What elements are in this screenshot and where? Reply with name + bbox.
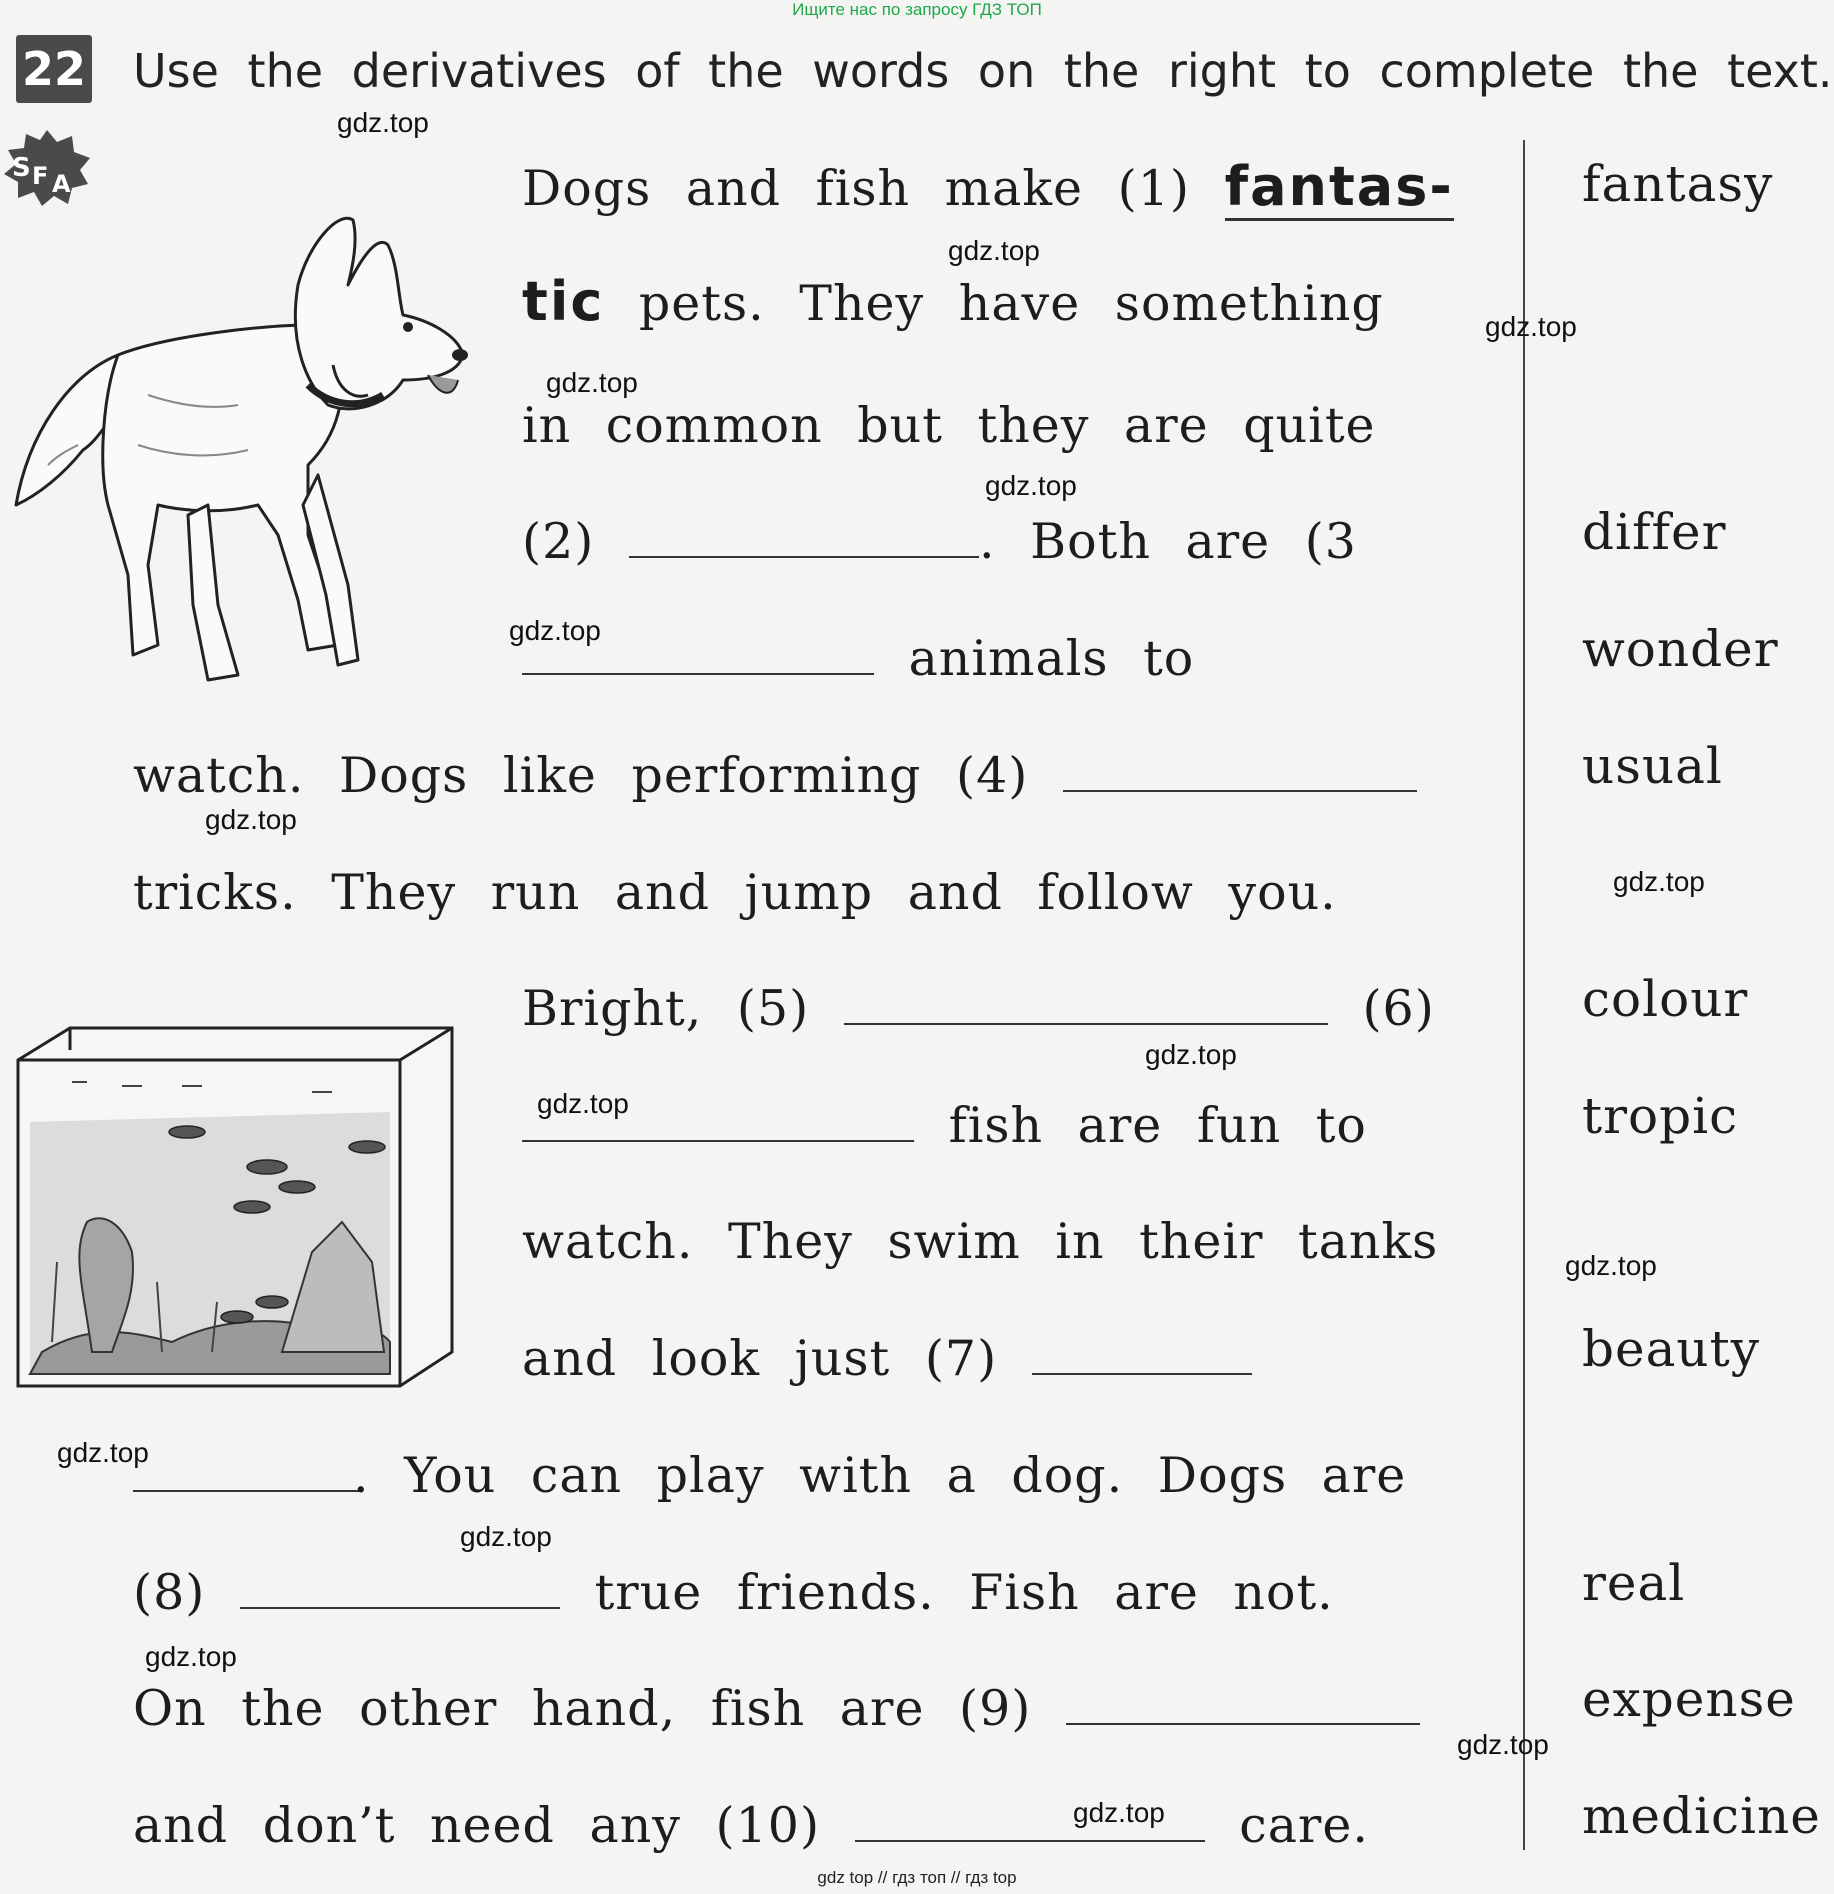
- dog-illustration: [8, 205, 478, 689]
- word-colour: colour: [1582, 970, 1749, 1028]
- text-line-10: watch. They swim in their tanks: [522, 1213, 1439, 1270]
- answer-1-part-1: fantas-: [1225, 155, 1454, 221]
- watermark: gdz.top: [1613, 866, 1705, 897]
- blank-7: [1032, 1337, 1252, 1375]
- word-fantasy: fantasy: [1582, 155, 1774, 213]
- text-segment: Bright, (5): [522, 980, 810, 1037]
- watermark: gdz.top: [57, 1437, 149, 1468]
- watermark: gdz.top: [509, 615, 601, 646]
- header-note: Ищите нас по запросу ГДЗ ТОП: [792, 0, 1042, 19]
- word-tropic: tropic: [1582, 1087, 1739, 1145]
- watermark: gdz.top: [546, 367, 638, 398]
- text-line-13: [133, 1564, 1334, 1621]
- text-segment: care.: [1239, 1797, 1369, 1854]
- sfa-icon: [2, 128, 92, 212]
- text-line-11: [522, 1330, 1252, 1387]
- text-line-5: [522, 630, 1194, 687]
- text-segment: true friends. Fish are not.: [594, 1564, 1334, 1621]
- watermark: gdz.top: [948, 235, 1040, 266]
- watermark: gdz.top: [985, 470, 1077, 501]
- text-segment: and don’t need any (10): [133, 1797, 821, 1854]
- text-segment: fish are fun to: [948, 1097, 1367, 1154]
- word-medicine: medicine: [1582, 1787, 1821, 1845]
- word-expense: expense: [1582, 1670, 1796, 1728]
- answer-1-part-2: tic: [522, 270, 605, 333]
- exercise-instruction: Use the derivatives of the words on the right to complete the text.: [133, 44, 1833, 98]
- text-line-2: [522, 270, 1384, 333]
- blank-2: [629, 520, 979, 558]
- text-segment: . Both are (3: [979, 513, 1357, 570]
- watermark: gdz.top: [537, 1088, 629, 1119]
- word-beauty: beauty: [1582, 1320, 1760, 1378]
- column-divider: [1523, 140, 1525, 1850]
- word-real: real: [1582, 1554, 1686, 1612]
- text-line-14: [133, 1680, 1420, 1737]
- watermark: gdz.top: [1073, 1797, 1165, 1828]
- text-line-7: tricks. They run and jump and follow you.: [133, 864, 1337, 921]
- text-segment: . You can play with a dog. Dogs are: [353, 1447, 1407, 1504]
- footer-note: gdz top // гдз топ // гдз top: [817, 1868, 1017, 1887]
- blank-8: [240, 1571, 560, 1609]
- text-segment: On the other hand, fish are (9): [133, 1680, 1032, 1737]
- text-line-3: in common but they are quite: [522, 397, 1376, 454]
- exercise-number-badge: 22: [16, 35, 92, 103]
- watermark: gdz.top: [1485, 311, 1577, 342]
- text-segment: pets. They have something: [638, 275, 1384, 332]
- text-line-9: [522, 1097, 1367, 1154]
- watermark: gdz.top: [1565, 1250, 1657, 1281]
- text-segment: (2): [522, 513, 595, 570]
- blank-5: [844, 987, 1328, 1025]
- svg-text:A: A: [52, 170, 71, 198]
- text-line-15: [133, 1797, 1369, 1854]
- text-segment: Dogs and fish make (1): [522, 160, 1191, 217]
- watermark: gdz.top: [205, 804, 297, 835]
- word-wonder: wonder: [1582, 620, 1779, 678]
- watermark: gdz.top: [145, 1641, 237, 1672]
- blank-4: [1063, 754, 1417, 792]
- word-usual: usual: [1582, 737, 1723, 795]
- watermark: gdz.top: [1457, 1729, 1549, 1760]
- blank-9: [1066, 1687, 1420, 1725]
- text-segment: watch. Dogs like performing (4): [133, 747, 1029, 804]
- watermark: gdz.top: [1145, 1039, 1237, 1070]
- text-line-6: [133, 747, 1417, 804]
- watermark: gdz.top: [460, 1521, 552, 1552]
- text-line-8: [522, 980, 1435, 1037]
- text-line-12: [133, 1447, 1406, 1504]
- svg-text:S: S: [12, 153, 31, 183]
- aquarium-illustration: [12, 1022, 464, 1398]
- text-line-4: [522, 513, 1357, 570]
- text-segment: and look just (7): [522, 1330, 998, 1387]
- text-segment: (8): [133, 1564, 206, 1621]
- svg-text:F: F: [32, 162, 49, 190]
- blank-7-continued: [133, 1454, 363, 1492]
- word-differ: differ: [1582, 503, 1727, 561]
- text-segment: (6): [1362, 980, 1435, 1037]
- text-line-1: [522, 155, 1454, 218]
- watermark: gdz.top: [337, 107, 429, 138]
- text-segment: animals to: [908, 630, 1195, 687]
